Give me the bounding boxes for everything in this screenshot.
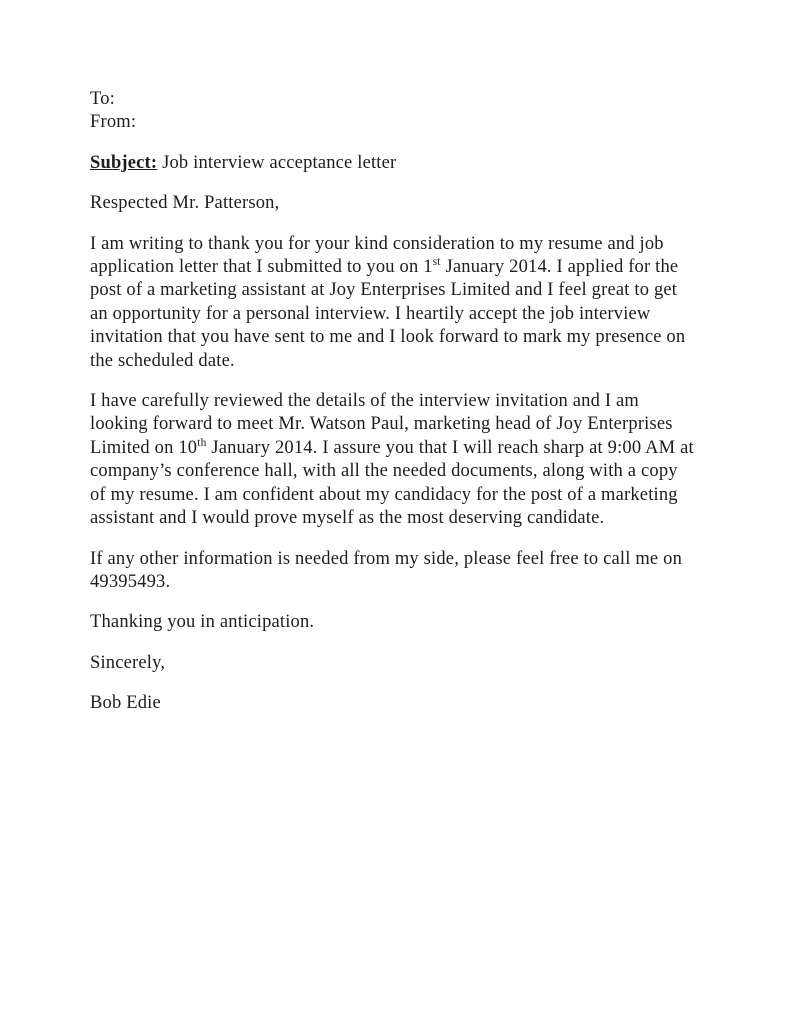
spacer (90, 635, 698, 652)
subject-line (90, 152, 698, 175)
to-field-label: To: (90, 89, 115, 109)
spacer (90, 216, 698, 233)
spacer (90, 175, 698, 192)
spacer (90, 675, 698, 692)
paragraph-3: If any other information is needed from my side, please feel free to call me on 49395493. (90, 548, 683, 592)
paragraph-1: I am writing to thank you for your kind consideration to my resume and job application letter that I submitted to you on 1st January 2014. I applied for the post of a marketing assistant at Joy Enterprises Limited and I feel great to get an opportunity for a personal interview. I heartily accept the job interview invitation that you have sent to me and I look forward to mark my presence on the scheduled date. (90, 233, 686, 371)
closing-line: Sincerely, (90, 652, 166, 673)
paragraph-2: I have carefully reviewed the details of the interview invitation and I am looking forward to meet Mr. Watson Paul, marketing head of Joy Enterprises Limited on 10th January 2014. I assure you that I will reach sharp at 9:00 AM at company’s conference hall, with all the needed documents, along with a copy of my resume. I am confident about my candidacy for the post of a marketing assistant and I would prove myself as the most deserving candidate. (90, 391, 694, 529)
salutation: Respected Mr. Patterson, (90, 193, 280, 214)
subject-value: Job interview acceptance letter (157, 152, 397, 173)
letter-content (90, 88, 698, 716)
spacer (90, 135, 698, 152)
thanking-line: Thanking you in anticipation. (90, 612, 315, 633)
spacer (90, 531, 698, 548)
recipient-block (90, 88, 698, 135)
spacer (90, 594, 698, 611)
subject-label: Subject: (90, 152, 158, 173)
spacer (90, 373, 698, 390)
signature-name: Bob Edie (90, 693, 161, 714)
from-field-label: From: (90, 112, 137, 133)
